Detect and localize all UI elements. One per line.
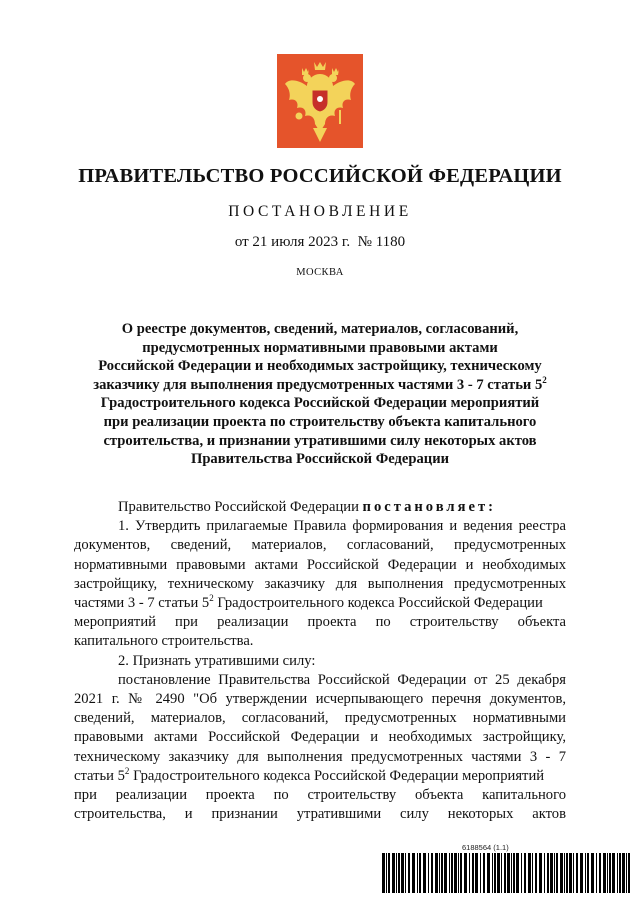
document-date-number: от 21 июля 2023 г. № 1180 — [234, 234, 406, 250]
barcode-bar — [439, 853, 440, 893]
barcode-bar — [554, 853, 555, 893]
barcode-bar — [412, 853, 415, 893]
barcode-bar — [585, 853, 586, 893]
heading-line: строительства, и признании утратившими силу некоторых актов — [103, 432, 537, 449]
barcode — [382, 843, 632, 895]
heading-line: О реестре документов, сведений, материалов, согласований, — [121, 321, 519, 337]
barcode-bar — [435, 853, 438, 893]
barcode-bar — [492, 853, 493, 893]
barcode-number: 6188564 (1.1) — [462, 843, 509, 852]
barcode-bar — [464, 853, 467, 893]
barcode-bar — [388, 853, 390, 893]
russian-coat-of-arms-icon — [277, 54, 363, 148]
resolution-verb: постановляет: — [362, 499, 496, 515]
barcode-bar — [547, 853, 549, 893]
barcode-bar — [566, 853, 568, 893]
barcode-bar — [511, 853, 512, 893]
barcode-bar — [607, 853, 608, 893]
barcode-bar — [516, 853, 519, 893]
barcode-bar — [458, 853, 459, 893]
heading-line: Российской Федерации и необходимых застройщику, техническому — [98, 358, 542, 375]
government-title: ПРАВИТЕЛЬСТВО РОССИЙСКОЙ ФЕДЕРАЦИИ — [78, 165, 562, 187]
barcode-bar — [532, 853, 533, 893]
superscript: 2 — [542, 374, 547, 385]
barcode-bar — [596, 853, 597, 893]
barcode-bar — [580, 853, 583, 893]
barcode-bar — [587, 853, 589, 893]
barcode-bar — [382, 853, 385, 893]
barcode-bar — [521, 853, 522, 893]
barcode-bar — [539, 853, 542, 893]
paragraph-3-line: постановление Правительства Российской Федерации от 25 декабря — [118, 671, 566, 688]
barcode-bar — [386, 853, 387, 893]
barcode-bar — [591, 853, 594, 893]
heading-line: при реализации проекта по строительству объекта капитального — [103, 413, 537, 430]
barcode-bar — [494, 853, 496, 893]
barcode-bar — [609, 853, 611, 893]
heading-line: заказчику для выполнения предусмотренных частями 3 - 7 статьи $5^2$ — [93, 374, 547, 393]
barcode-bar — [398, 853, 400, 893]
paragraph-3-line: строительства, и признании утратившими силу некоторых актов — [74, 806, 566, 823]
barcode-bar — [622, 853, 625, 893]
barcode-bar — [535, 853, 537, 893]
paragraph-3-line: 2021 г. № 2490 "Об утверждении исчерпывающего перечня документов, — [74, 691, 566, 708]
document-heading — [70, 320, 570, 469]
barcode-bar — [569, 853, 572, 893]
paragraph-3-line: правовыми актами Российской Федерации и необходимых застройщику, — [74, 729, 566, 746]
document-body — [74, 498, 566, 824]
barcode-bar — [475, 853, 478, 893]
barcode-bar — [423, 853, 426, 893]
paragraph-3-line: статьи $5^2$ Градостроительного кодекса Российской Федерации мероприятий — [74, 765, 545, 784]
barcode-bar — [396, 853, 397, 893]
barcode-bar — [612, 853, 615, 893]
barcode-bar — [454, 853, 457, 893]
heading-line: Градостроительного кодекса Российской Федерации мероприятий — [100, 395, 540, 412]
barcode-bar — [451, 853, 453, 893]
paragraph-1-line: капитального строительства. — [74, 633, 254, 650]
paragraph-2: 2. Признать утратившими силу: — [118, 652, 316, 669]
paragraph-1-line: 1. Утвердить прилагаемые Правила формирования и ведения реестра — [118, 518, 566, 535]
barcode-bar — [628, 853, 630, 893]
barcode-bar — [528, 853, 531, 893]
barcode-bar — [619, 853, 621, 893]
barcode-bar — [576, 853, 578, 893]
barcode-bar — [501, 853, 502, 893]
barcode-bar — [513, 853, 515, 893]
barcode-bar — [405, 853, 406, 893]
barcode-bar — [573, 853, 574, 893]
barcode-bar — [460, 853, 462, 893]
barcode-bar — [419, 853, 421, 893]
barcode-bar — [544, 853, 545, 893]
barcode-bar — [408, 853, 410, 893]
barcode-bar — [480, 853, 481, 893]
heading-line: предусмотренных нормативными правовыми актами — [142, 339, 498, 356]
paragraph-1-line: частями 3 - 7 статьи $5^2$ Градостроительного кодекса Российской Федерации — [74, 593, 543, 612]
barcode-bar — [556, 853, 558, 893]
barcode-bar — [599, 853, 601, 893]
paragraph-3-line: при реализации проекта по строительству объекта капитального — [74, 787, 566, 804]
barcode-bar — [626, 853, 627, 893]
barcode-bar — [487, 853, 490, 893]
barcode-bar — [603, 853, 606, 893]
barcode-bar — [497, 853, 500, 893]
barcode-bar — [564, 853, 565, 893]
barcode-bar — [504, 853, 506, 893]
barcode-bar — [392, 853, 395, 893]
barcode-bar — [428, 853, 429, 893]
heading-line: Правительства Российской Федерации — [190, 451, 450, 468]
barcode-bar — [524, 853, 526, 893]
barcode-bar — [417, 853, 418, 893]
document-place: МОСКВА — [296, 267, 344, 278]
paragraph-1-line: застройщику, техническому заказчику для выполнения предусмотренных — [74, 575, 566, 592]
paragraph-1-line: мероприятий при реализации проекта по строительству объекта — [74, 614, 566, 631]
paragraph-3-line: техническому заказчику для выполнения предусмотренных частями 3 - 7 — [74, 748, 566, 765]
barcode-bar — [431, 853, 433, 893]
barcode-bar — [444, 853, 447, 893]
barcode-bar — [507, 853, 510, 893]
barcode-bar — [401, 853, 404, 893]
paragraph-1-line: документов, сведений, материалов, согласований, предусмотренных — [74, 537, 566, 554]
paragraph-3-line: сведений, материалов, согласований, предусмотренных нормативными — [74, 710, 566, 727]
document-type: ПОСТАНОВЛЕНИЕ — [228, 203, 412, 220]
barcode-bar — [472, 853, 474, 893]
intro-paragraph: Правительство Российской Федерации постановляет: — [118, 499, 496, 515]
barcode-bar — [441, 853, 443, 893]
barcode-bar — [449, 853, 450, 893]
barcode-icon — [382, 853, 632, 893]
barcode-bar — [560, 853, 563, 893]
barcode-bar — [550, 853, 553, 893]
barcode-bar — [617, 853, 618, 893]
barcode-bar — [469, 853, 470, 893]
paragraph-1-line: нормативными правовыми актами Российской Федерации и необходимых — [74, 556, 566, 573]
barcode-bar — [483, 853, 485, 893]
